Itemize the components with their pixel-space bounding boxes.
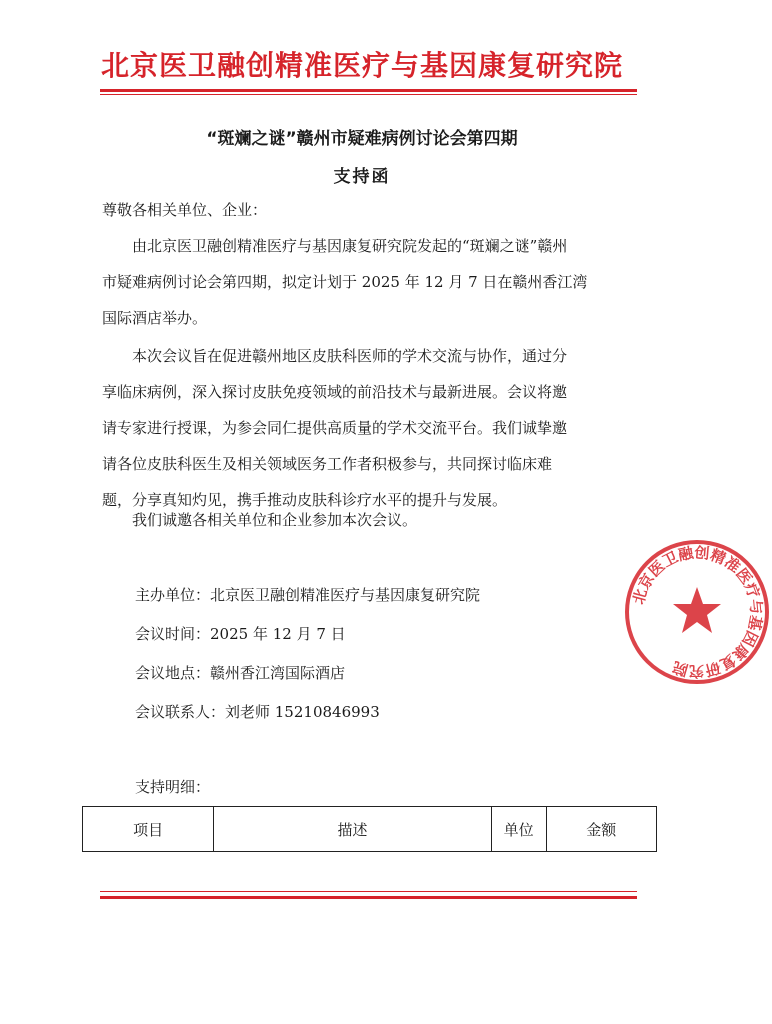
paragraph-line: 题，分享真知灼见，携手推动皮肤科诊疗水平的提升与发展。 bbox=[102, 491, 508, 509]
letterhead-title: 北京医卫融创精准医疗与基因康复研究院 bbox=[100, 49, 623, 82]
paragraph-line: 请专家进行授课，为参会同仁提供高质量的学术交流平台。我们诚挚邀 bbox=[102, 419, 568, 437]
table-header-cell: 金额 bbox=[546, 807, 656, 852]
letterhead-rule-thin bbox=[100, 94, 637, 95]
seal-text: 北京医卫融创精准医疗与基因康复研究院 bbox=[629, 543, 766, 681]
details-label: 支持明细： bbox=[135, 778, 211, 796]
info-time: 会议时间：2025 年 12 月 7 日 bbox=[135, 625, 346, 643]
paragraph-purpose bbox=[102, 338, 632, 518]
support-details-table bbox=[82, 806, 657, 852]
info-contact: 会议联系人：刘老师 15210846993 bbox=[135, 703, 380, 721]
paragraph-intro bbox=[102, 228, 632, 336]
table-header-cell: 项目 bbox=[83, 807, 214, 852]
paragraph-invitation: 我们诚邀各相关单位和企业参加本次会议。 bbox=[102, 511, 418, 529]
official-seal bbox=[622, 537, 772, 687]
paragraph-line: 国际酒店举办。 bbox=[102, 309, 208, 327]
info-host: 主办单位：北京医卫融创精准医疗与基因康复研究院 bbox=[135, 586, 481, 604]
paragraph-line: 本次会议旨在促进赣州地区皮肤科医师的学术交流与协作，通过分 bbox=[102, 347, 568, 365]
paragraph-line: 由北京医卫融创精准医疗与基因康复研究院发起的“斑斓之谜”赣州 bbox=[102, 237, 568, 255]
table-header-row bbox=[83, 807, 657, 852]
table-header-cell: 描述 bbox=[214, 807, 491, 852]
paragraph-line: 请各位皮肤科医生及相关领域医务工作者积极参与，共同探讨临床难 bbox=[102, 455, 553, 473]
footer-rule-thin bbox=[100, 891, 637, 892]
document-subtitle: 支持函 bbox=[333, 167, 391, 187]
table-header-cell: 单位 bbox=[491, 807, 546, 852]
paragraph-line: 市疑难病例讨论会第四期，拟定计划于 2025 年 12 月 7 日在赣州香江湾 bbox=[102, 273, 588, 291]
document-title: “斑斓之谜”赣州市疑难病例讨论会第四期 bbox=[206, 129, 518, 149]
info-venue: 会议地点：赣州香江湾国际酒店 bbox=[135, 664, 346, 682]
seal-star-icon bbox=[673, 587, 721, 633]
salutation: 尊敬各相关单位、企业： bbox=[102, 201, 268, 219]
paragraph-line: 享临床病例，深入探讨皮肤免疫领域的前沿技术与最新进展。会议将邀 bbox=[102, 383, 568, 401]
letterhead-rule-thick bbox=[100, 89, 637, 92]
footer-rule-thick bbox=[100, 896, 637, 899]
